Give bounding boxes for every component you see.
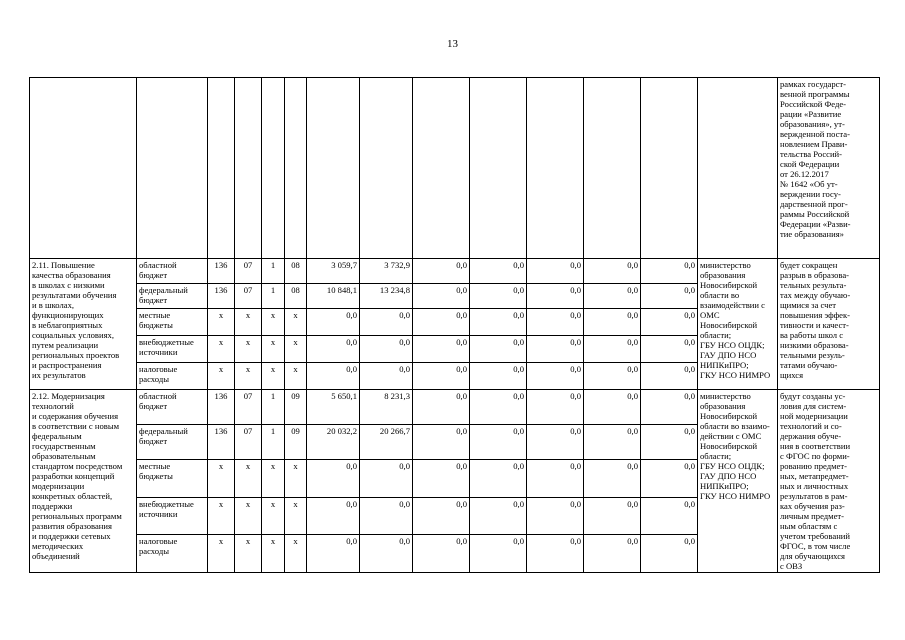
amount-cell: 0,0 [641, 259, 698, 284]
funding-source-cell: областной бюджет [137, 259, 208, 284]
amount-cell: 0,0 [584, 363, 641, 390]
amount-cell: 0,0 [470, 424, 527, 459]
budget-code-cell: 08 [285, 259, 307, 284]
executor-cell: министерство образования Новосибирской области во взаимо- действии с ОМС Новосибирской области; ГБУ НСО ОЦДК; ГАУ ДПО НСО НИПКиПРО; ГКУ НСО НИМРО [698, 390, 778, 573]
budget-code-cell: х [235, 497, 262, 535]
result-cell: будут созданы ус- ловия для систем- ной модернизации технологий и со- держания обуче- ния в соответствии с ФГОС по форми- рованию предмет- ных, метапредмет- ных и личностных результатов в рам- ках обучения раз- личным предмет- ным областям с учетом требований ФГОС, в том числе для обучающихся с ОВЗ [778, 390, 880, 573]
budget-code-cell: 1 [262, 284, 285, 309]
amount-cell: 0,0 [307, 535, 360, 573]
amount-cell: 0,0 [413, 259, 470, 284]
amount-cell: 0,0 [413, 284, 470, 309]
amount-cell: 0,0 [470, 497, 527, 535]
funding-source-cell: местные бюджеты [137, 309, 208, 336]
amount-cell: 20 266,7 [360, 424, 413, 459]
amount-cell: 0,0 [584, 424, 641, 459]
amount-cell: 0,0 [307, 459, 360, 497]
amount-cell: 0,0 [470, 459, 527, 497]
amount-cell: 0,0 [584, 459, 641, 497]
amount-cell: 0,0 [413, 424, 470, 459]
amount-cell: 0,0 [470, 259, 527, 284]
amount-cell: 0,0 [413, 390, 470, 425]
budget-code-cell: х [262, 309, 285, 336]
amount-cell: 0,0 [584, 535, 641, 573]
funding-source-cell: областной бюджет [137, 390, 208, 425]
budget-code-cell: х [208, 497, 235, 535]
amount-cell: 0,0 [527, 363, 584, 390]
budget-code-cell: 07 [235, 390, 262, 425]
budget-code-cell: х [262, 363, 285, 390]
amount-cell: 0,0 [527, 336, 584, 363]
amount-cell: 0,0 [584, 336, 641, 363]
amount-cell: 0,0 [641, 284, 698, 309]
funding-source-cell: внебюджетные источники [137, 336, 208, 363]
budget-code-cell: 08 [285, 284, 307, 309]
amount-cell: 13 234,8 [360, 284, 413, 309]
amount-cell: 0,0 [360, 363, 413, 390]
amount-cell: 0,0 [470, 309, 527, 336]
budget-code-cell: х [285, 309, 307, 336]
amount-cell: 0,0 [360, 497, 413, 535]
amount-cell: 8 231,3 [360, 390, 413, 425]
result-cell: будет сокращен разрыв в образова- тельных результа- тах между обучаю- щимися за счет повышения эффек- тивности и качест- ва работы школ с низкими образова- тельными резуль- татами обучаю- щихся [778, 259, 880, 390]
amount-cell: 0,0 [413, 336, 470, 363]
page-number: 13 [447, 38, 458, 50]
amount-cell: 0,0 [584, 390, 641, 425]
budget-code-cell: х [262, 336, 285, 363]
funding-source-cell: федеральный бюджет [137, 284, 208, 309]
budget-code-cell: х [285, 459, 307, 497]
amount-cell: 0,0 [307, 336, 360, 363]
amount-cell: 0,0 [527, 390, 584, 425]
amount-cell: 0,0 [360, 535, 413, 573]
funding-source-cell: налоговые расходы [137, 363, 208, 390]
amount-cell: 10 848,1 [307, 284, 360, 309]
table-row [30, 259, 880, 284]
amount-cell: 3 732,9 [360, 259, 413, 284]
continuation-result-cell: рамках государст- венной программы Российской Феде- рации «Развитие образования», ут- вержденной поста- новлением Прави- тельства Россий- ской Федерации от 26.12.2017 № 1642 «Об ут- верждении госу- дарственной прог- раммы Российской Федерации «Разви- тие образования» [778, 78, 880, 259]
amount-cell: 0,0 [360, 309, 413, 336]
amount-cell: 0,0 [470, 535, 527, 573]
budget-code-cell: 1 [262, 424, 285, 459]
amount-cell: 0,0 [527, 497, 584, 535]
program-table [29, 77, 880, 573]
amount-cell: 0,0 [584, 284, 641, 309]
executor-cell: министерство образования Новосибирской области во взаимодействии с ОМС Новосибирской области; ГБУ НСО ОЦДК; ГАУ ДПО НСО НИПКиПРО; ГКУ НСО НИМРО [698, 259, 778, 390]
budget-code-cell: х [262, 459, 285, 497]
amount-cell: 0,0 [641, 497, 698, 535]
budget-code-cell: х [235, 309, 262, 336]
measure-name-cell: 2.12. Модернизация технологий и содержания обучения в соответствии с новым федеральным государственным образовательным стандартом посредством разработки концепций модернизации конкретных областей, поддержки региональных программ развития образования и поддержки сетевых методических объединений [30, 390, 137, 573]
amount-cell: 0,0 [641, 424, 698, 459]
amount-cell: 0,0 [527, 259, 584, 284]
amount-cell: 0,0 [307, 363, 360, 390]
continuation-row [30, 78, 880, 259]
amount-cell: 0,0 [641, 363, 698, 390]
amount-cell: 0,0 [527, 284, 584, 309]
amount-cell: 0,0 [641, 309, 698, 336]
amount-cell: 0,0 [584, 497, 641, 535]
budget-code-cell: х [235, 459, 262, 497]
amount-cell: 0,0 [413, 459, 470, 497]
amount-cell: 0,0 [584, 309, 641, 336]
budget-code-cell: х [208, 309, 235, 336]
budget-code-cell: 1 [262, 259, 285, 284]
budget-code-cell: 136 [208, 259, 235, 284]
amount-cell: 0,0 [527, 535, 584, 573]
amount-cell: 0,0 [360, 336, 413, 363]
amount-cell: 0,0 [470, 363, 527, 390]
budget-code-cell: 136 [208, 424, 235, 459]
amount-cell: 3 059,7 [307, 259, 360, 284]
budget-code-cell: 136 [208, 284, 235, 309]
budget-code-cell: х [208, 535, 235, 573]
amount-cell: 0,0 [413, 535, 470, 573]
budget-code-cell: х [285, 497, 307, 535]
budget-code-cell: 07 [235, 259, 262, 284]
budget-code-cell: х [208, 459, 235, 497]
budget-code-cell: х [208, 363, 235, 390]
amount-cell: 20 032,2 [307, 424, 360, 459]
funding-source-cell: федеральный бюджет [137, 424, 208, 459]
budget-code-cell: х [235, 363, 262, 390]
funding-source-cell: налоговые расходы [137, 535, 208, 573]
budget-code-cell: 09 [285, 390, 307, 425]
amount-cell: 0,0 [307, 497, 360, 535]
budget-code-cell: х [262, 535, 285, 573]
budget-code-cell: 1 [262, 390, 285, 425]
budget-code-cell: х [285, 336, 307, 363]
amount-cell: 0,0 [470, 390, 527, 425]
budget-code-cell: 09 [285, 424, 307, 459]
amount-cell: 0,0 [360, 459, 413, 497]
funding-source-cell: внебюджетные источники [137, 497, 208, 535]
measure-name-cell: 2.11. Повышение качества образования в школах с низкими результатами обучения и в школах, функционирующих в неблагоприятных социальных условиях, путем реализации региональных проектов и распространения их результатов [30, 259, 137, 390]
budget-code-cell: х [262, 497, 285, 535]
funding-source-cell: местные бюджеты [137, 459, 208, 497]
amount-cell: 0,0 [527, 309, 584, 336]
amount-cell: 0,0 [413, 497, 470, 535]
amount-cell: 0,0 [641, 336, 698, 363]
amount-cell: 0,0 [470, 336, 527, 363]
budget-code-cell: х [285, 363, 307, 390]
budget-code-cell: х [285, 535, 307, 573]
budget-code-cell: х [235, 535, 262, 573]
amount-cell: 0,0 [641, 459, 698, 497]
amount-cell: 0,0 [307, 309, 360, 336]
amount-cell: 0,0 [527, 424, 584, 459]
amount-cell: 0,0 [413, 363, 470, 390]
amount-cell: 0,0 [527, 459, 584, 497]
amount-cell: 5 650,1 [307, 390, 360, 425]
amount-cell: 0,0 [641, 390, 698, 425]
budget-code-cell: 07 [235, 284, 262, 309]
budget-code-cell: 136 [208, 390, 235, 425]
amount-cell: 0,0 [584, 259, 641, 284]
amount-cell: 0,0 [641, 535, 698, 573]
budget-code-cell: 07 [235, 424, 262, 459]
table-row [30, 390, 880, 425]
budget-code-cell: х [235, 336, 262, 363]
budget-code-cell: х [208, 336, 235, 363]
amount-cell: 0,0 [470, 284, 527, 309]
amount-cell: 0,0 [413, 309, 470, 336]
